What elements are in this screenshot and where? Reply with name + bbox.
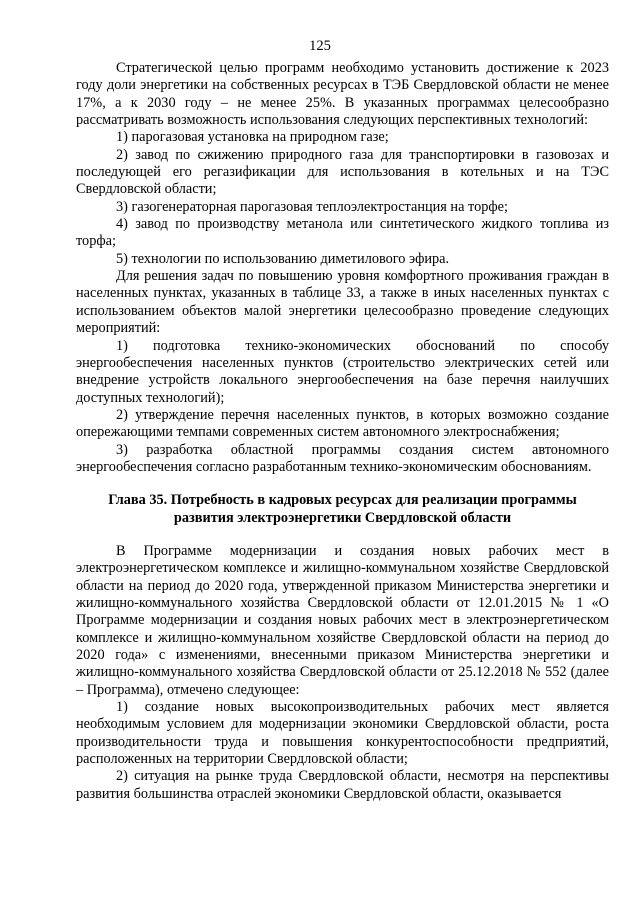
page-content: [76, 60, 609, 803]
tech-item: 4) завод по производству метанола или синтетического жидкого топлива из торфа;: [76, 216, 609, 250]
page-number: 125: [309, 38, 331, 54]
chapter-item: 1) создание новых высокопроизводительных рабочих мест является необходимым условием для модернизации экономики Свердловской области, роста производительности труда и повышения конкурентоспособности предприятий, расположенных на территории Свердловской области;: [76, 699, 609, 768]
tech-item: 2) завод по сжижению природного газа для транспортировки в газовозах и последующей его регазификации для использования в котельных и на ТЭС Свердловской области;: [76, 146, 609, 198]
measure-item: 1) подготовка технико-экономических обоснований по способу энергообеспечения населенных пунктов (строительство электрических сетей или внедрение устройств локального энергообеспечения на базе перечня наилучших доступных технологий);: [76, 337, 609, 406]
tech-item: 5) технологии по использованию диметилового эфира.: [116, 250, 450, 267]
tasks-intro-paragraph: Для решения задач по повышению уровня комфортного проживания граждан в населенных пунктах, указанных в таблице 33, а также в иных населенных пунктах с использованием объектов малой энергетики целесообразно проведение следующих мероприятий:: [76, 268, 609, 337]
chapter-paragraph: В Программе модернизации и создания новых рабочих мест в электроэнергетическом комплексе и жилищно-коммунальном хозяйстве Свердловской области на период до 2020 года, утвержденной приказом Министерства энергетики и жилищно-коммунального хозяйства Свердловской области от 12.01.2015 № 1 «О Программе модернизации и создания новых рабочих мест в электроэнергетическом комплексе и жилищно-коммунальном хозяйстве Свердловской области на период до 2020 года» с изменениями, внесенными приказом Министерства энергетики и жилищно-коммунального хозяйства Свердловской области от 25.12.2018 № 552 (далее – Программа), отмечено следующее:: [76, 542, 609, 698]
tech-item: 3) газогенераторная парогазовая теплоэлектростанция на торфе;: [116, 198, 508, 215]
chapter-heading: [76, 492, 609, 527]
chapter-item: 2) ситуация на рынке труда Свердловской области, несмотря на перспективы развития большинства отраслей экономики Свердловской области, оказывается: [76, 768, 609, 802]
chapter-heading-line2: развития электроэнергетики Свердловской области: [173, 509, 512, 526]
measure-item: 2) утверждение перечня населенных пунктов, в которых возможно создание опережающими темпами современных систем автономного электроснабжения;: [76, 406, 609, 441]
spacer: [76, 476, 609, 492]
measure-item: 3) разработка областной программы создания систем автономного энергообеспечения согласно разработанным технико-экономическим обоснованиям.: [76, 441, 609, 475]
intro-paragraph: Стратегической целью программ необходимо установить достижение к 2023 году доли энергетики на собственных ресурсах в ТЭБ Свердловской области не менее 17%, а к 2030 году – не менее 25%. В указанных программах целесообразно рассматривать возможность использования следующих перспективных технологий:: [76, 60, 609, 129]
spacer: [76, 527, 609, 543]
chapter-heading-line1: Глава 35. Потребность в кадровых ресурсах для реализации программы: [108, 492, 577, 509]
tech-item: 1) парогазовая установка на природном газе;: [116, 129, 389, 146]
